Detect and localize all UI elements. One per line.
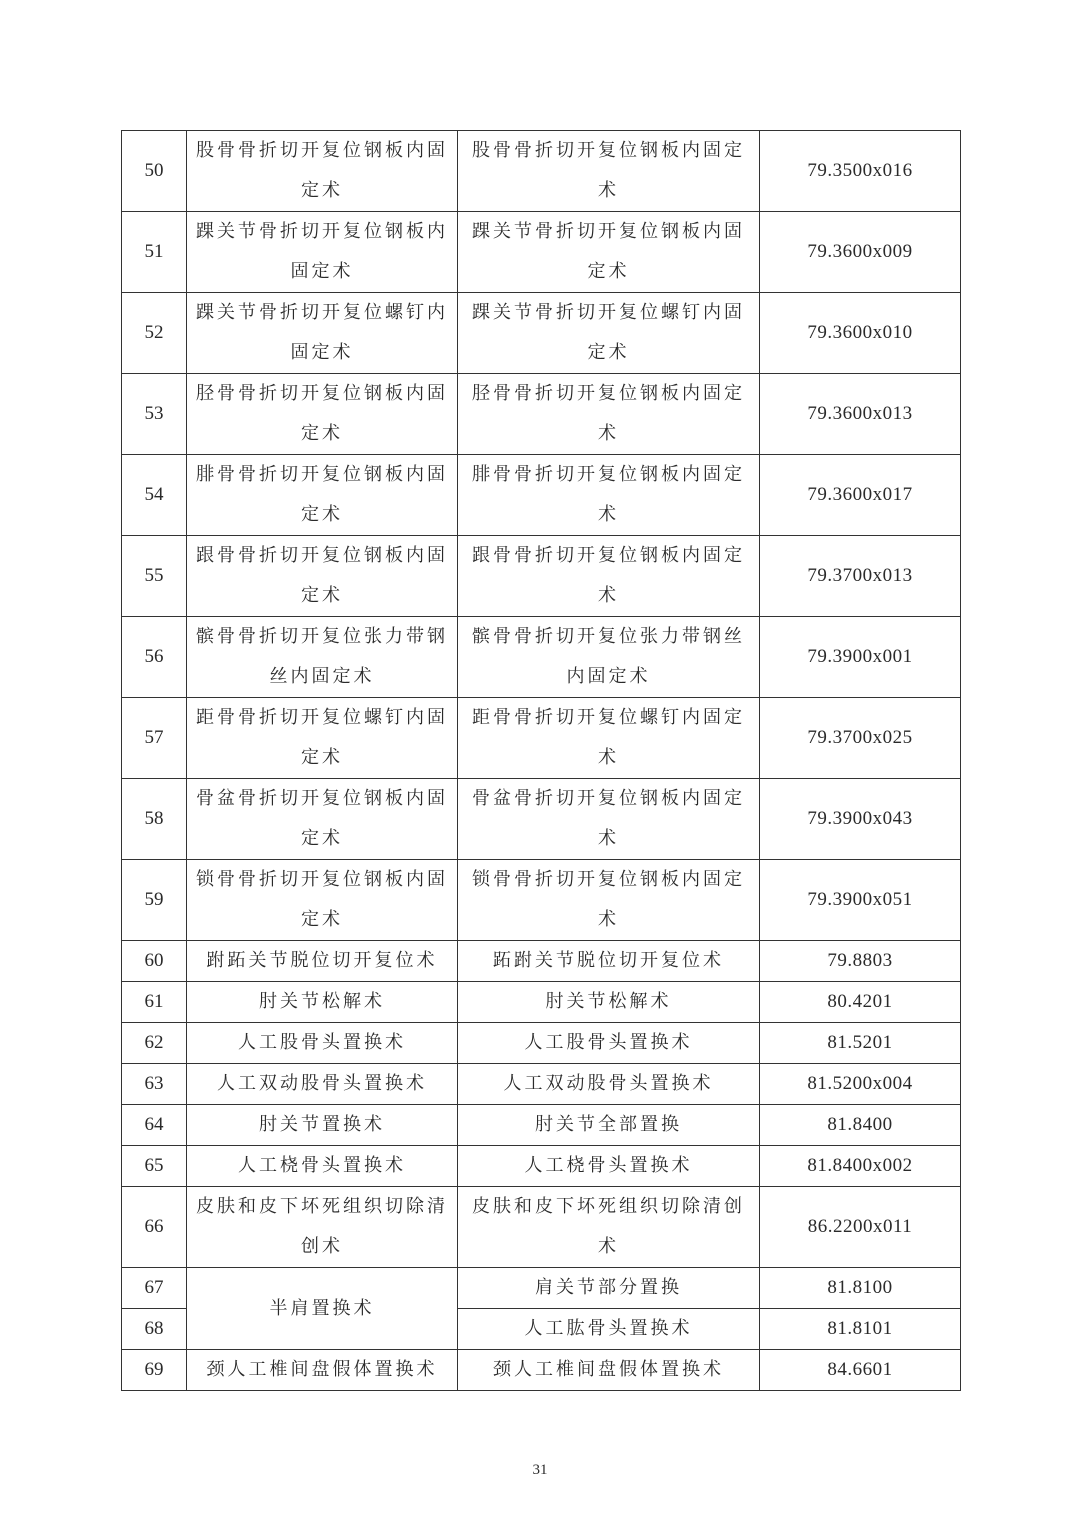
table-row <box>122 1268 961 1309</box>
procedure-name: 人工股骨头置换术 <box>187 1023 458 1064</box>
table-row <box>122 1350 961 1391</box>
icd-code: 84.6601 <box>760 1350 961 1391</box>
icd-code: 79.3900x001 <box>760 617 961 698</box>
row-number: 64 <box>122 1105 187 1146</box>
icd-code: 79.3600x010 <box>760 293 961 374</box>
icd-procedure-name: 肘关节全部置换 <box>458 1105 760 1146</box>
table-row <box>122 212 961 293</box>
row-number: 60 <box>122 941 187 982</box>
table-row <box>122 374 961 455</box>
icd-code: 81.8400 <box>760 1105 961 1146</box>
icd-code: 81.8100 <box>760 1268 961 1309</box>
icd-procedure-name: 跖跗关节脱位切开复位术 <box>458 941 760 982</box>
icd-procedure-name: 踝关节骨折切开复位钢板内固定术 <box>458 212 760 293</box>
table-row <box>122 698 961 779</box>
row-number: 53 <box>122 374 187 455</box>
icd-code: 81.5201 <box>760 1023 961 1064</box>
icd-procedure-name: 骨盆骨折切开复位钢板内固定术 <box>458 779 760 860</box>
row-number: 56 <box>122 617 187 698</box>
row-number: 61 <box>122 982 187 1023</box>
icd-procedure-name: 跟骨骨折切开复位钢板内固定术 <box>458 536 760 617</box>
row-number: 58 <box>122 779 187 860</box>
procedure-name: 距骨骨折切开复位螺钉内固定术 <box>187 698 458 779</box>
procedure-name: 半肩置换术 <box>187 1268 458 1350</box>
table-row <box>122 455 961 536</box>
icd-code: 79.3500x016 <box>760 131 961 212</box>
row-number: 51 <box>122 212 187 293</box>
icd-procedure-name: 人工桡骨头置换术 <box>458 1146 760 1187</box>
row-number: 59 <box>122 860 187 941</box>
procedure-name: 股骨骨折切开复位钢板内固定术 <box>187 131 458 212</box>
procedure-table <box>121 130 961 1391</box>
table-row <box>122 293 961 374</box>
table-row <box>122 860 961 941</box>
procedure-name: 踝关节骨折切开复位螺钉内固定术 <box>187 293 458 374</box>
table-row <box>122 1064 961 1105</box>
row-number: 62 <box>122 1023 187 1064</box>
procedure-name: 胫骨骨折切开复位钢板内固定术 <box>187 374 458 455</box>
row-number: 65 <box>122 1146 187 1187</box>
table-row <box>122 1146 961 1187</box>
procedure-name: 髌骨骨折切开复位张力带钢丝内固定术 <box>187 617 458 698</box>
procedure-name: 骨盆骨折切开复位钢板内固定术 <box>187 779 458 860</box>
icd-procedure-name: 股骨骨折切开复位钢板内固定术 <box>458 131 760 212</box>
row-number: 68 <box>122 1309 187 1350</box>
row-number: 69 <box>122 1350 187 1391</box>
icd-procedure-name: 胫骨骨折切开复位钢板内固定术 <box>458 374 760 455</box>
icd-code: 79.3700x013 <box>760 536 961 617</box>
icd-procedure-name: 颈人工椎间盘假体置换术 <box>458 1350 760 1391</box>
icd-code: 79.3900x051 <box>760 860 961 941</box>
row-number: 55 <box>122 536 187 617</box>
icd-procedure-name: 人工双动股骨头置换术 <box>458 1064 760 1105</box>
table-row <box>122 1187 961 1268</box>
row-number: 50 <box>122 131 187 212</box>
icd-procedure-name: 肘关节松解术 <box>458 982 760 1023</box>
icd-code: 79.3700x025 <box>760 698 961 779</box>
icd-code: 79.3600x017 <box>760 455 961 536</box>
row-number: 57 <box>122 698 187 779</box>
icd-procedure-name: 肩关节部分置换 <box>458 1268 760 1309</box>
procedure-name: 踝关节骨折切开复位钢板内固定术 <box>187 212 458 293</box>
procedure-name: 跟骨骨折切开复位钢板内固定术 <box>187 536 458 617</box>
table-row <box>122 1105 961 1146</box>
icd-procedure-name: 距骨骨折切开复位螺钉内固定术 <box>458 698 760 779</box>
icd-code: 79.3600x009 <box>760 212 961 293</box>
procedure-name: 锁骨骨折切开复位钢板内固定术 <box>187 860 458 941</box>
row-number: 52 <box>122 293 187 374</box>
procedure-name: 腓骨骨折切开复位钢板内固定术 <box>187 455 458 536</box>
table-row <box>122 536 961 617</box>
table-row <box>122 1023 961 1064</box>
row-number: 54 <box>122 455 187 536</box>
icd-procedure-name: 皮肤和皮下坏死组织切除清创术 <box>458 1187 760 1268</box>
page-number: 31 <box>532 1462 548 1478</box>
icd-procedure-name: 锁骨骨折切开复位钢板内固定术 <box>458 860 760 941</box>
row-number: 66 <box>122 1187 187 1268</box>
procedure-name: 皮肤和皮下坏死组织切除清创术 <box>187 1187 458 1268</box>
icd-code: 86.2200x011 <box>760 1187 961 1268</box>
icd-procedure-name: 髌骨骨折切开复位张力带钢丝内固定术 <box>458 617 760 698</box>
icd-code: 81.8400x002 <box>760 1146 961 1187</box>
icd-code: 81.5200x004 <box>760 1064 961 1105</box>
icd-procedure-name: 人工肱骨头置换术 <box>458 1309 760 1350</box>
icd-code: 79.8803 <box>760 941 961 982</box>
icd-procedure-name: 腓骨骨折切开复位钢板内固定术 <box>458 455 760 536</box>
icd-code: 79.3600x013 <box>760 374 961 455</box>
row-number: 67 <box>122 1268 187 1309</box>
icd-procedure-name: 踝关节骨折切开复位螺钉内固定术 <box>458 293 760 374</box>
procedure-name: 颈人工椎间盘假体置换术 <box>187 1350 458 1391</box>
table-row <box>122 779 961 860</box>
table-row <box>122 941 961 982</box>
icd-code: 80.4201 <box>760 982 961 1023</box>
icd-code: 81.8101 <box>760 1309 961 1350</box>
procedure-name: 人工双动股骨头置换术 <box>187 1064 458 1105</box>
table-row <box>122 617 961 698</box>
procedure-name: 跗跖关节脱位切开复位术 <box>187 941 458 982</box>
icd-code: 79.3900x043 <box>760 779 961 860</box>
row-number: 63 <box>122 1064 187 1105</box>
icd-procedure-name: 人工股骨头置换术 <box>458 1023 760 1064</box>
table-row <box>122 982 961 1023</box>
procedure-name: 肘关节松解术 <box>187 982 458 1023</box>
table-row <box>122 131 961 212</box>
procedure-name: 人工桡骨头置换术 <box>187 1146 458 1187</box>
procedure-name: 肘关节置换术 <box>187 1105 458 1146</box>
